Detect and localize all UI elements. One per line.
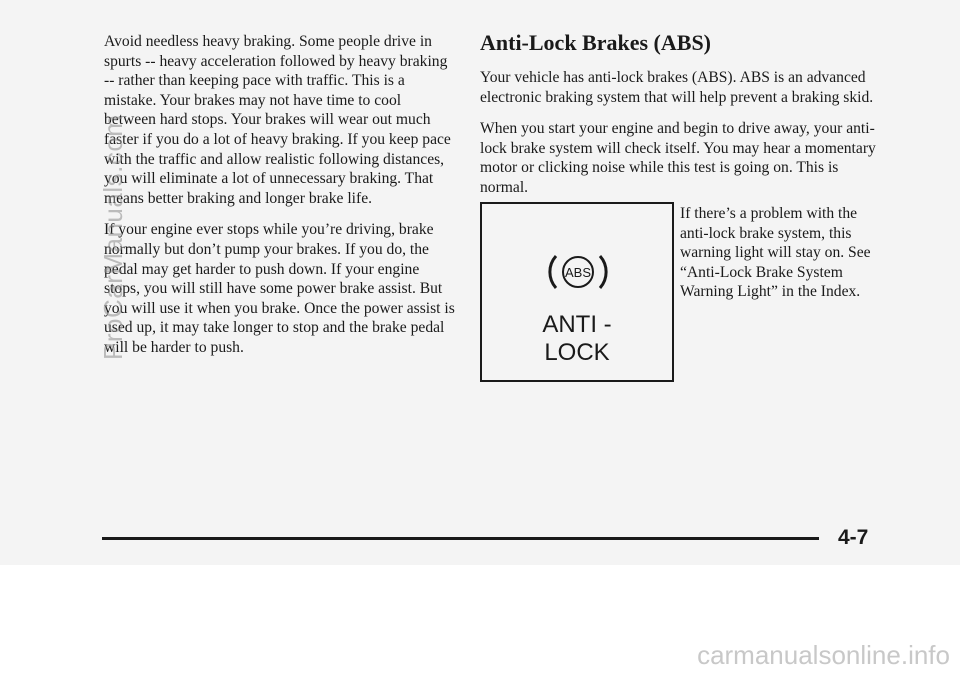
page-number: 4-7 <box>838 526 869 549</box>
abs-warning-light-box <box>480 202 674 382</box>
abs-warning-figure <box>480 202 880 386</box>
footer-url: carmanualsonline.info <box>697 640 950 670</box>
section-heading: Anti-Lock Brakes (ABS) <box>480 30 712 55</box>
abs-warning-icon <box>542 250 614 294</box>
right-column <box>480 30 880 210</box>
anti-label: ANTI - <box>542 311 612 338</box>
left-column <box>104 32 456 370</box>
abs-intro-paragraph: Your vehicle has anti-lock brakes (ABS). ABS is an advanced electronic braking system that will help prevent a braking skid. <box>480 69 874 106</box>
abs-icon-text: ABS <box>564 265 592 280</box>
footer-rule <box>102 537 819 540</box>
watermark-text: ProCarManuals.com <box>98 114 128 360</box>
figure-caption: If there’s a problem with the anti-lock brake system, this warning light will stay on. See “Anti-Lock Brake System Warning Light” in the Index. <box>680 205 871 301</box>
lock-label: LOCK <box>544 339 610 366</box>
braking-paragraph: Avoid needless heavy braking. Some people drive in spurts -- heavy acceleration followed by heavy braking -- rather than keeping pace with traffic. This is a mistake. Your brakes may not have time to cool between hard stops. Your brakes will wear out much faster if you do a lot of heavy braking. If you keep pace with the traffic and allow realistic following distances, you will eliminate a lot of unnecessary braking. That means better braking and longer brake life. <box>104 33 451 207</box>
engine-stop-paragraph: If your engine ever stops while you’re driving, brake normally but don’t pump your brakes. If you do, the pedal may get harder to push down. If your engine stops, you will still have some power brake assist. But you will use it when you brake. Once the power assist is used up, it may take longer to stop and the brake pedal will be harder to push. <box>104 221 455 356</box>
abs-selfcheck-paragraph: When you start your engine and begin to drive away, your anti-lock brake system will check itself. You may hear a momentary motor or clicking noise while this test is going on. This is normal. <box>480 120 876 196</box>
